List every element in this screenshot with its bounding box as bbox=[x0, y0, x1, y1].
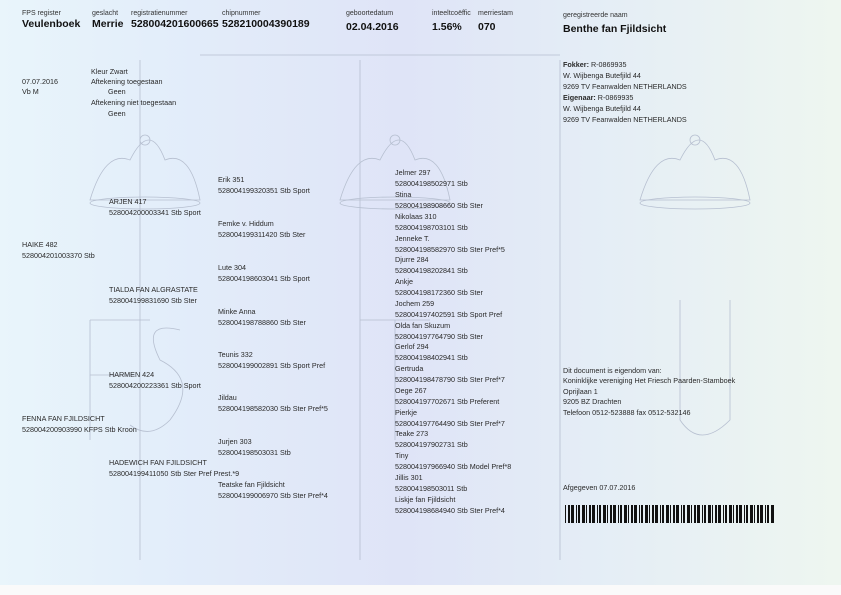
gen4-line: 528004198684940 Stb Ster Pref*4 bbox=[395, 506, 505, 515]
dam-line: 528004200903990 KFPS Stb Kroon bbox=[22, 425, 137, 434]
barcode bbox=[565, 505, 775, 523]
dam-name: FENNA FAN FJILDSICHT bbox=[22, 414, 105, 423]
sire-line: 528004201003370 Stb bbox=[22, 251, 95, 260]
mare-value: 070 bbox=[478, 21, 496, 33]
owner-label: Eigenaar: bbox=[563, 93, 596, 102]
gen4-name: Tiny bbox=[395, 451, 409, 460]
gen4-name: Djurre 284 bbox=[395, 255, 429, 264]
info-date: 07.07.2016 bbox=[22, 77, 58, 86]
society-line-5: Telefoon 0512-523888 fax 0512-532146 bbox=[563, 408, 691, 417]
regnr-value: 528004201600665 bbox=[131, 18, 219, 30]
gen4-name: Oege 267 bbox=[395, 386, 427, 395]
gen3-name: Jildau bbox=[218, 393, 237, 402]
gen4-line: 528004197902731 Stb bbox=[395, 440, 468, 449]
gen2-dd-name: HADEWICH FAN FJILDSICHT bbox=[109, 458, 207, 467]
inbreed-value: 1.56% bbox=[432, 21, 462, 33]
gen4-name: Olda fan Skuzum bbox=[395, 321, 451, 330]
gen2-sd-name: TIALDA FAN ALGRASTATE bbox=[109, 285, 198, 294]
owner-line bbox=[563, 94, 633, 101]
chip-label: chipnummer bbox=[222, 10, 261, 17]
gen4-line: 528004198908660 Stb Ster bbox=[395, 201, 483, 210]
gen3-line: 528004198603041 Stb Sport bbox=[218, 274, 310, 283]
gen4-line: 528004197966940 Stb Model Pref*8 bbox=[395, 462, 512, 471]
gen4-line: 528004197402591 Stb Sport Pref bbox=[395, 310, 503, 319]
gen2-ds-name: HARMEN 424 bbox=[109, 370, 155, 379]
gen4-name: Jelmer 297 bbox=[395, 168, 431, 177]
gen3-name: Teunis 332 bbox=[218, 350, 253, 359]
gen3-name: Jurjen 303 bbox=[218, 437, 252, 446]
gen2-ss-name: ARJEN 417 bbox=[109, 197, 147, 206]
society-line-3: Oprijlaan 1 bbox=[563, 387, 598, 396]
info-code: Vb M bbox=[22, 87, 39, 96]
owner-address-2: 9269 TV Feanwalden NETHERLANDS bbox=[563, 115, 687, 124]
gen3-line: 528004199006970 Stb Ster Pref*4 bbox=[218, 491, 328, 500]
gen2-ss-line: 528004200003341 Stb Sport bbox=[109, 208, 201, 217]
gen3-line: 528004199311420 Stb Ster bbox=[218, 230, 306, 239]
breeder-address-1: W. Wijbenga Butefjild 44 bbox=[563, 71, 641, 80]
society-line-2: Koninklijke vereniging Het Friesch Paarden-Stamboek bbox=[563, 376, 736, 385]
owner-address-1: W. Wijbenga Butefjild 44 bbox=[563, 104, 641, 113]
gen4-name: Pierkje bbox=[395, 408, 417, 417]
gen4-line: 528004198502971 Stb bbox=[395, 179, 468, 188]
name-label: geregistreerde naam bbox=[563, 12, 628, 19]
gen4-name: Stina bbox=[395, 190, 412, 199]
regnr-label: registratienummer bbox=[131, 10, 188, 17]
info-markings-allowed-value: Geen bbox=[108, 87, 126, 96]
gen4-name: Teake 273 bbox=[395, 429, 429, 438]
gen4-line: 528004198172360 Stb Ster bbox=[395, 288, 483, 297]
gen4-name: Nikolaas 310 bbox=[395, 212, 437, 221]
gen4-line: 528004198478790 Stb Ster Pref*7 bbox=[395, 375, 505, 384]
gen3-name: Teatske fan Fjildsicht bbox=[218, 480, 285, 489]
gen3-line: 528004198582030 Stb Ster Pref*5 bbox=[218, 404, 328, 413]
gen4-name: Gerlof 294 bbox=[395, 342, 429, 351]
gen4-line: 528004198202841 Stb bbox=[395, 266, 468, 275]
gen3-line: 528004199002891 Stb Sport Pref bbox=[218, 361, 326, 370]
gen4-name: Jillis 301 bbox=[395, 473, 423, 482]
info-markings-allowed: Aftekening toegestaan bbox=[91, 77, 163, 86]
register-label: FPS register bbox=[22, 10, 61, 17]
chip-value: 528210004390189 bbox=[222, 18, 310, 30]
gen4-name: Gertruda bbox=[395, 364, 424, 373]
gen2-dd-line: 528004199411050 Stb Ster Pref Prest.*9 bbox=[109, 469, 240, 478]
mare-label: merriestam bbox=[478, 10, 514, 17]
inbreed-label: inteeltcoëffic bbox=[432, 10, 471, 17]
breeder-address-2: 9269 TV Feanwalden NETHERLANDS bbox=[563, 82, 687, 91]
gen4-name: Liskje fan Fjildsicht bbox=[395, 495, 456, 504]
breeder-label: Fokker: bbox=[563, 60, 589, 69]
info-markings-not-allowed-value: Geen bbox=[108, 109, 126, 118]
breeder-id: R-0869935 bbox=[590, 60, 627, 69]
gen3-line: 528004199320351 Stb Sport bbox=[218, 186, 310, 195]
gen4-name: Ankje bbox=[395, 277, 413, 286]
sire-name: HAIKE 482 bbox=[22, 240, 58, 249]
gen4-line: 528004198402941 Stb bbox=[395, 353, 468, 362]
gen3-name: Lute 304 bbox=[218, 263, 246, 272]
gen4-line: 528004197764790 Stb Ster bbox=[395, 332, 483, 341]
birth-value: 02.04.2016 bbox=[346, 21, 399, 33]
info-markings-not-allowed: Aftekening niet toegestaan bbox=[91, 98, 177, 107]
gen4-name: Jochem 259 bbox=[395, 299, 435, 308]
gen4-line: 528004198503011 Stb bbox=[395, 484, 468, 493]
breeder-line bbox=[563, 61, 627, 68]
gen4-line: 528004197702671 Stb Preferent bbox=[395, 397, 500, 406]
gen3-line: 528004198788860 Stb Ster bbox=[218, 318, 306, 327]
bottom-margin bbox=[0, 585, 841, 595]
gen2-sd-line: 528004199831690 Stb Ster bbox=[109, 296, 197, 305]
society-line-1: Dit document is eigendom van: bbox=[563, 366, 662, 375]
society-line-4: 9205 BZ Drachten bbox=[563, 397, 622, 406]
horse-name: Benthe fan Fjildsicht bbox=[563, 23, 667, 35]
gen4-line: 528004198703101 Stb bbox=[395, 223, 468, 232]
gen3-line: 528004198503031 Stb bbox=[218, 448, 291, 457]
sex-label: geslacht bbox=[92, 10, 119, 17]
gen2-ds-line: 528004200223361 Stb Sport bbox=[109, 381, 201, 390]
gen3-name: Femke v. Hiddum bbox=[218, 219, 274, 228]
gen3-name: Minke Anna bbox=[218, 307, 256, 316]
birth-label: geboortedatum bbox=[346, 10, 394, 17]
gen4-name: Jenneke T. bbox=[395, 234, 430, 243]
gen4-line: 528004198582970 Stb Ster Pref*5 bbox=[395, 245, 505, 254]
gen4-line: 528004197764490 Stb Ster Pref*7 bbox=[395, 419, 505, 428]
info-color: Kleur Zwart bbox=[91, 67, 128, 76]
issued-date: Afgegeven 07.07.2016 bbox=[563, 483, 636, 492]
owner-id: R-0869935 bbox=[597, 93, 634, 102]
gen3-name: Erik 351 bbox=[218, 175, 245, 184]
register-value: Veulenboek bbox=[22, 18, 81, 30]
sex-value: Merrie bbox=[92, 18, 124, 30]
